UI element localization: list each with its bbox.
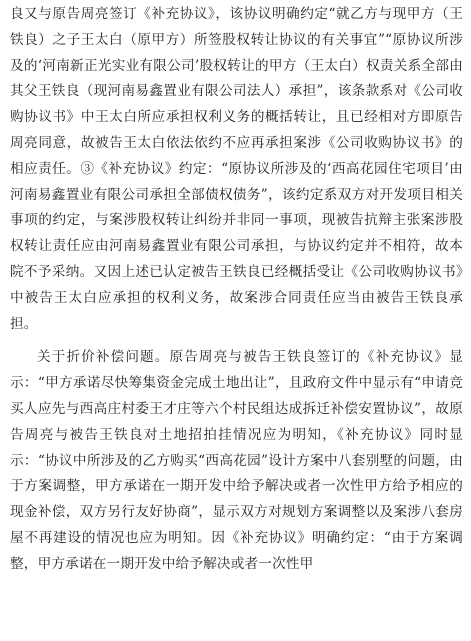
paragraph-1: 良又与原告周亮签订《补充协议》，该协议明确约定“就乙方与现甲方（王铁良）之子王太白（原甲方）所签股权转让协议的有关事宜”“原协议所涉及的‘河南新正光实业有限公司’股权转让的甲方（王太白）权责关系全部由其父王铁良（现河南易鑫置业有限公司法人）承担”，该条款系对《公司收购协议书》中王太白所应承担权利义务的概括转让，且已经相对方即原告周亮同意，故被告王太白依法依约不应再承担案涉《公司收购协议书》的相应责任。③《补充协议》约定：“原协议所涉及的‘西高花园住宅项目’由河南易鑫置业有限公司承担全部债权债务”，该约定系双方对开发项目相关事项的约定，与案涉股权转让纠纷并非同一事项，现被告抗辩主张案涉股权转让责任应由河南易鑫置业有限公司承担，与协议约定并不相符，故本院不予采纳。又因上述已认定被告王铁良已经概括受让《公司收购协议书》中被告王太白应承担的权利义务，故案涉合同责任应当由被告王铁良承担。 xyxy=(10,6,463,332)
paragraph-2: 关于折价补偿问题。原告周亮与被告王铁良签订的《补充协议》显示：“甲方承诺尽快筹集资金完成土地出让”，且政府文件中显示有“申请竞买人应先与西高庄村委王才庄等六个村民组达成拆迁补偿安置协议”，故原告周亮与被告王铁良对土地招拍挂情况应为明知，《补充协议》同时显示：“协议中所涉及的乙方购买“西高花园”设计方案中八套别墅的问题，由于方案调整，甲方承诺在一期开发中给予解决或者一次性甲方给予相应的现金补偿，双方另行友好协商”，显示双方对规划方案调整以及案涉八套房屋不再建设的情况也应为明知。因《补充协议》明确约定：“由于方案调整，甲方承诺在一期开发中给予解决或者一次性甲 xyxy=(10,349,463,572)
